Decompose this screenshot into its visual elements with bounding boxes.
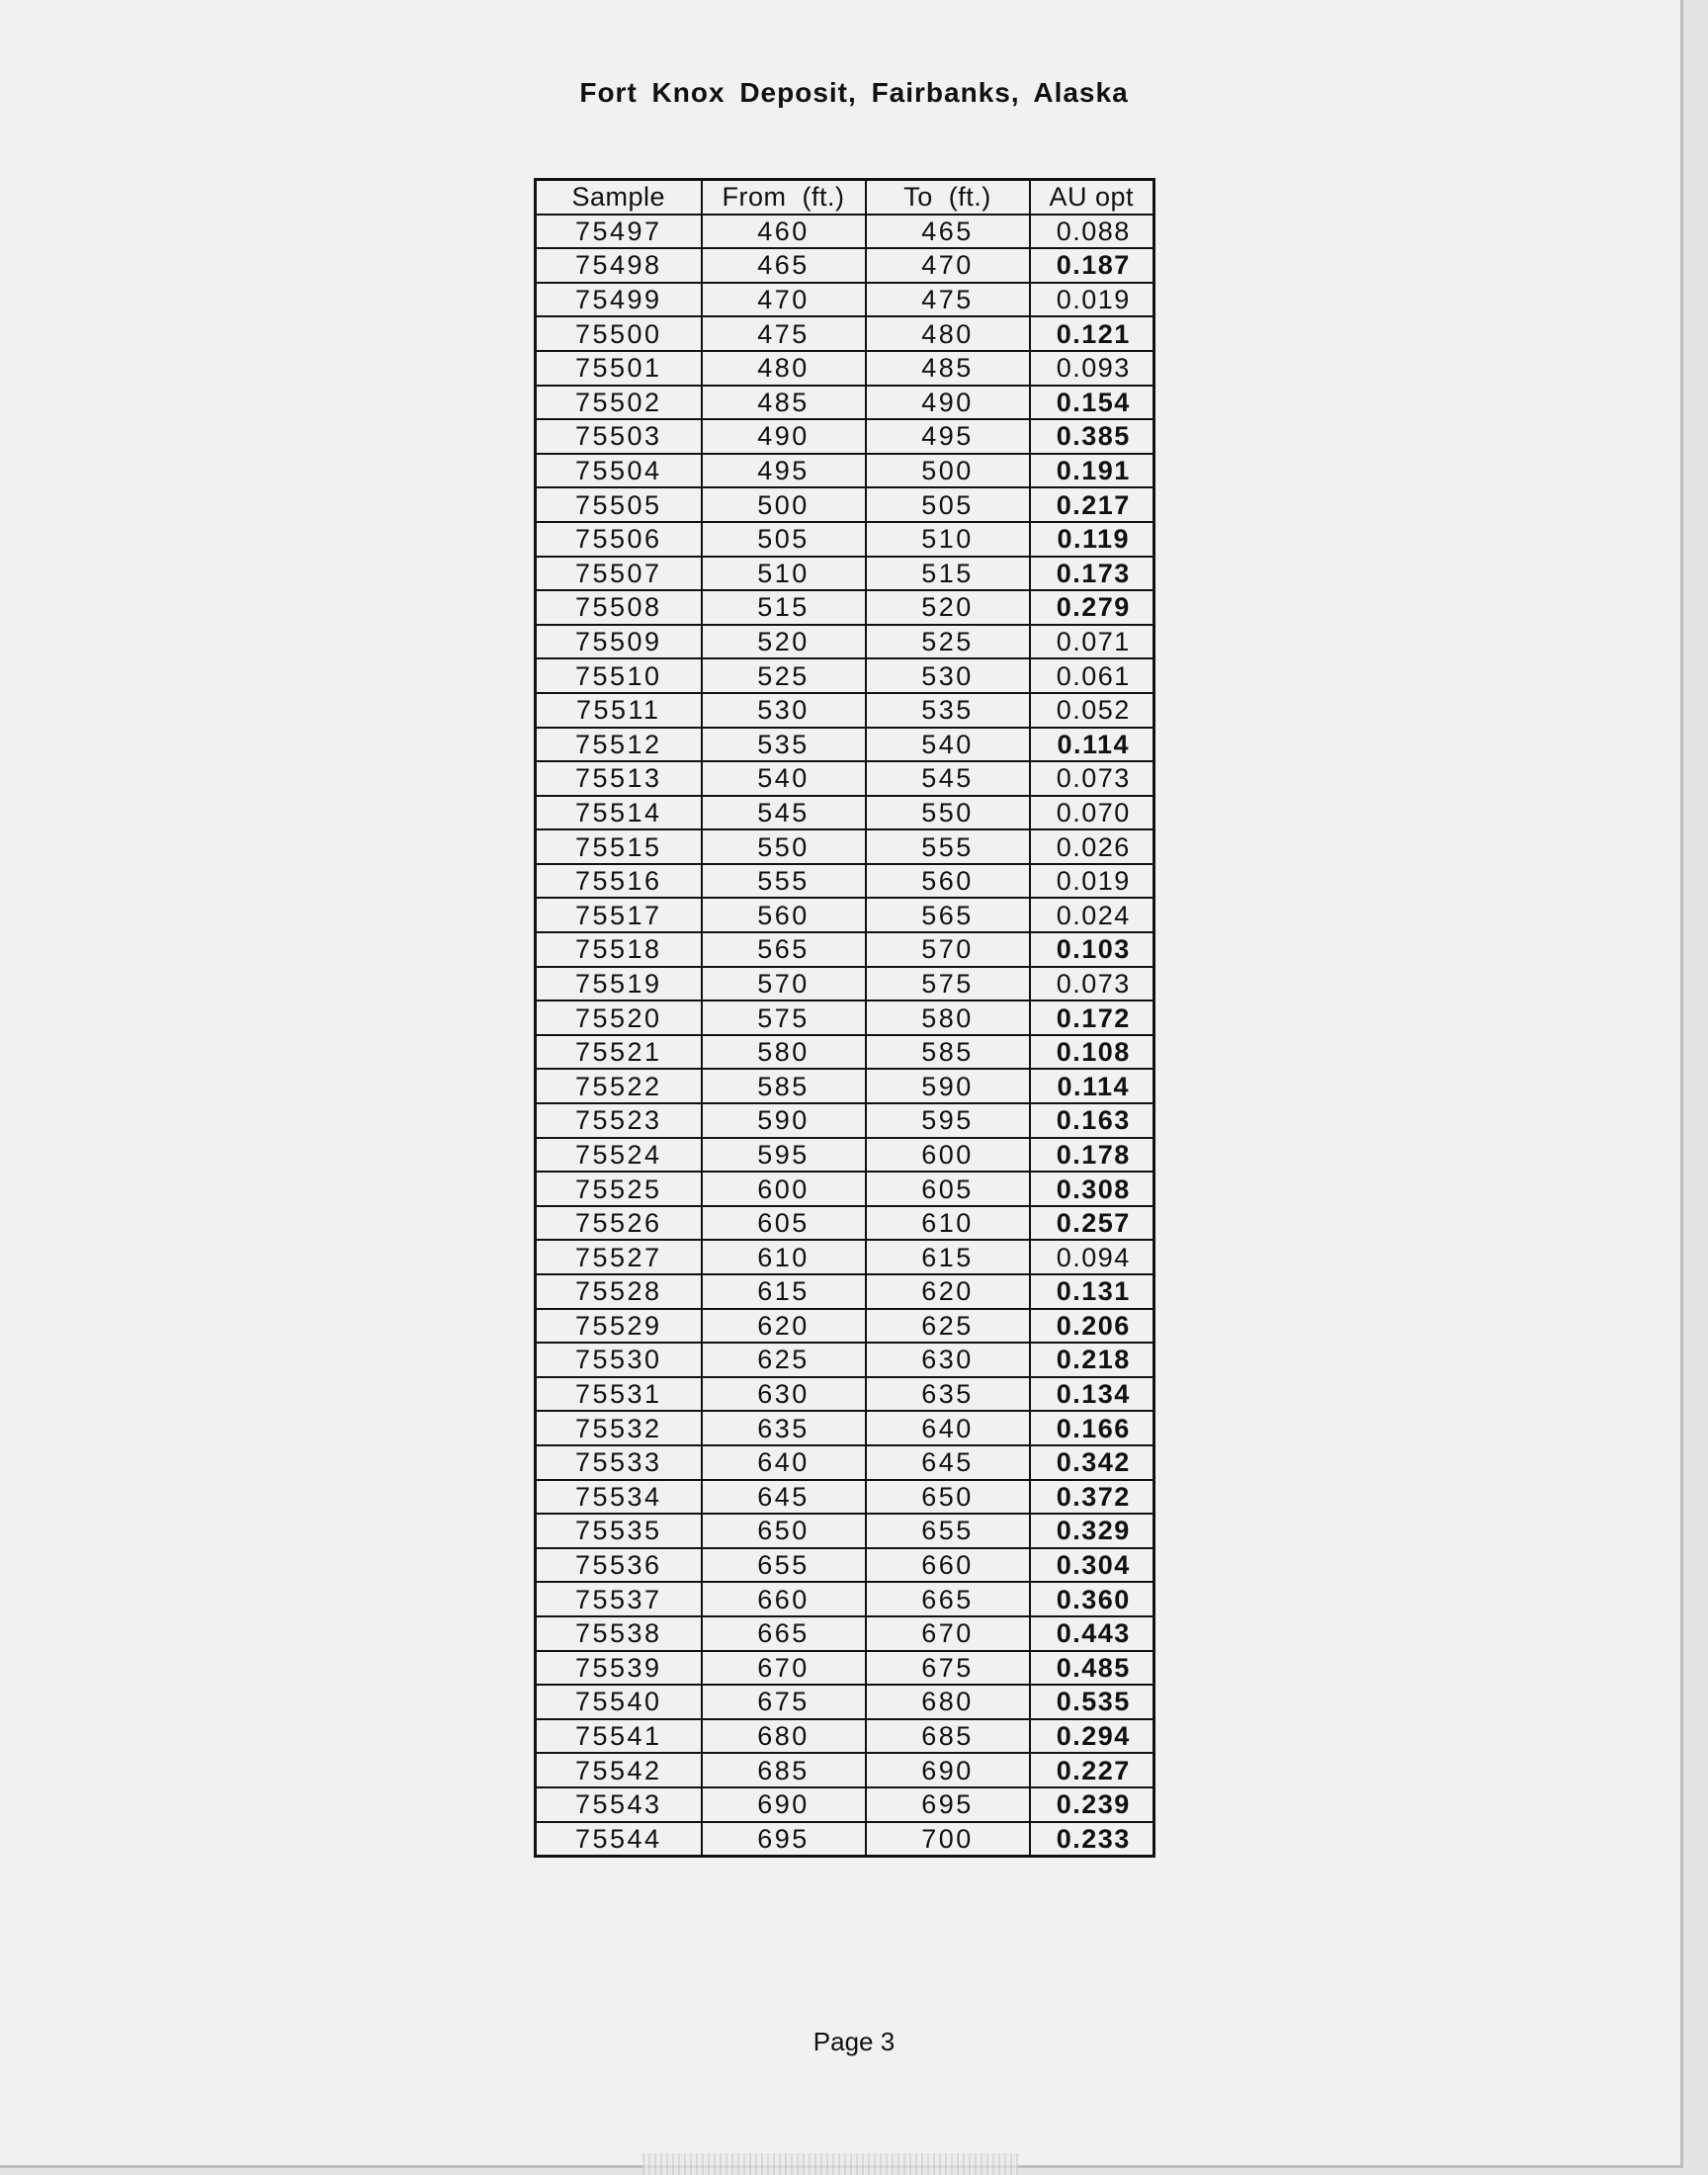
- from-cell: 515: [702, 590, 866, 625]
- from-cell: 595: [702, 1138, 866, 1173]
- au-cell: 0.166: [1030, 1411, 1154, 1445]
- header-to: To (ft.): [866, 180, 1030, 215]
- table-row: [536, 932, 1154, 967]
- sample-cell: 75510: [536, 658, 702, 693]
- au-cell: 0.172: [1030, 1000, 1154, 1035]
- table-row: [536, 1309, 1154, 1344]
- au-cell: 0.119: [1030, 522, 1154, 557]
- au-cell: 0.073: [1030, 967, 1154, 1001]
- au-cell: 0.218: [1030, 1343, 1154, 1377]
- from-cell: 530: [702, 693, 866, 728]
- to-cell: 680: [866, 1685, 1030, 1719]
- table-body: [536, 215, 1154, 1857]
- sample-cell: 75541: [536, 1719, 702, 1754]
- to-cell: 500: [866, 454, 1030, 488]
- table-row: [536, 1377, 1154, 1412]
- from-cell: 555: [702, 864, 866, 899]
- to-cell: 585: [866, 1035, 1030, 1070]
- to-cell: 535: [866, 693, 1030, 728]
- to-cell: 520: [866, 590, 1030, 625]
- from-cell: 460: [702, 215, 866, 249]
- sample-cell: 75518: [536, 932, 702, 967]
- au-cell: 0.114: [1030, 728, 1154, 762]
- from-cell: 510: [702, 557, 866, 591]
- sample-cell: 75512: [536, 728, 702, 762]
- to-cell: 480: [866, 316, 1030, 351]
- sample-cell: 75511: [536, 693, 702, 728]
- sample-cell: 75537: [536, 1582, 702, 1616]
- from-cell: 660: [702, 1582, 866, 1616]
- table-row: [536, 1548, 1154, 1583]
- to-cell: 685: [866, 1719, 1030, 1754]
- au-cell: 0.073: [1030, 761, 1154, 796]
- to-cell: 545: [866, 761, 1030, 796]
- from-cell: 620: [702, 1309, 866, 1344]
- from-cell: 665: [702, 1616, 866, 1651]
- to-cell: 695: [866, 1787, 1030, 1822]
- to-cell: 555: [866, 829, 1030, 864]
- sample-cell: 75497: [536, 215, 702, 249]
- sample-cell: 75504: [536, 454, 702, 488]
- sample-cell: 75540: [536, 1685, 702, 1719]
- from-cell: 630: [702, 1377, 866, 1412]
- table-row: [536, 1172, 1154, 1206]
- to-cell: 625: [866, 1309, 1030, 1344]
- to-cell: 700: [866, 1822, 1030, 1857]
- sample-cell: 75521: [536, 1035, 702, 1070]
- from-cell: 550: [702, 829, 866, 864]
- from-cell: 490: [702, 419, 866, 454]
- au-cell: 0.233: [1030, 1822, 1154, 1857]
- sample-cell: 75501: [536, 351, 702, 386]
- au-cell: 0.279: [1030, 590, 1154, 625]
- table-row: [536, 487, 1154, 522]
- from-cell: 560: [702, 898, 866, 932]
- sample-cell: 75502: [536, 386, 702, 420]
- to-cell: 505: [866, 487, 1030, 522]
- scan-artifact: [642, 2153, 1018, 2175]
- au-cell: 0.485: [1030, 1651, 1154, 1686]
- sample-cell: 75503: [536, 419, 702, 454]
- sample-cell: 75524: [536, 1138, 702, 1173]
- sample-cell: 75509: [536, 625, 702, 659]
- table-row: [536, 1651, 1154, 1686]
- au-cell: 0.187: [1030, 248, 1154, 283]
- to-cell: 675: [866, 1651, 1030, 1686]
- from-cell: 590: [702, 1103, 866, 1138]
- from-cell: 625: [702, 1343, 866, 1377]
- au-cell: 0.108: [1030, 1035, 1154, 1070]
- sample-cell: 75520: [536, 1000, 702, 1035]
- to-cell: 640: [866, 1411, 1030, 1445]
- au-cell: 0.239: [1030, 1787, 1154, 1822]
- sample-cell: 75530: [536, 1343, 702, 1377]
- sample-cell: 75531: [536, 1377, 702, 1412]
- table-row: [536, 557, 1154, 591]
- table-row: [536, 625, 1154, 659]
- table-row: [536, 796, 1154, 830]
- sample-cell: 75528: [536, 1274, 702, 1309]
- to-cell: 525: [866, 625, 1030, 659]
- sample-cell: 75506: [536, 522, 702, 557]
- table-row: [536, 967, 1154, 1001]
- table-row: [536, 1582, 1154, 1616]
- from-cell: 470: [702, 283, 866, 317]
- sample-cell: 75542: [536, 1753, 702, 1787]
- au-cell: 0.191: [1030, 454, 1154, 488]
- sample-cell: 75533: [536, 1445, 702, 1480]
- table-row: [536, 693, 1154, 728]
- sample-cell: 75532: [536, 1411, 702, 1445]
- au-cell: 0.342: [1030, 1445, 1154, 1480]
- au-cell: 0.121: [1030, 316, 1154, 351]
- from-cell: 475: [702, 316, 866, 351]
- sample-cell: 75514: [536, 796, 702, 830]
- sample-cell: 75527: [536, 1240, 702, 1274]
- sample-cell: 75508: [536, 590, 702, 625]
- au-cell: 0.329: [1030, 1514, 1154, 1548]
- from-cell: 695: [702, 1822, 866, 1857]
- to-cell: 655: [866, 1514, 1030, 1548]
- au-cell: 0.071: [1030, 625, 1154, 659]
- to-cell: 550: [866, 796, 1030, 830]
- sample-cell: 75526: [536, 1206, 702, 1241]
- from-cell: 540: [702, 761, 866, 796]
- au-cell: 0.206: [1030, 1309, 1154, 1344]
- table-row: [536, 829, 1154, 864]
- to-cell: 635: [866, 1377, 1030, 1412]
- from-cell: 465: [702, 248, 866, 283]
- to-cell: 595: [866, 1103, 1030, 1138]
- to-cell: 470: [866, 248, 1030, 283]
- to-cell: 660: [866, 1548, 1030, 1583]
- header-sample: Sample: [536, 180, 702, 215]
- table-row: [536, 419, 1154, 454]
- table-row: [536, 1206, 1154, 1241]
- sample-cell: 75544: [536, 1822, 702, 1857]
- sample-cell: 75500: [536, 316, 702, 351]
- to-cell: 645: [866, 1445, 1030, 1480]
- au-cell: 0.173: [1030, 557, 1154, 591]
- to-cell: 510: [866, 522, 1030, 557]
- from-cell: 650: [702, 1514, 866, 1548]
- from-cell: 545: [702, 796, 866, 830]
- from-cell: 525: [702, 658, 866, 693]
- table-row: [536, 658, 1154, 693]
- table-row: [536, 761, 1154, 796]
- table-row: [536, 1445, 1154, 1480]
- from-cell: 605: [702, 1206, 866, 1241]
- sample-cell: 75525: [536, 1172, 702, 1206]
- table-row: [536, 1616, 1154, 1651]
- au-cell: 0.052: [1030, 693, 1154, 728]
- to-cell: 605: [866, 1172, 1030, 1206]
- table-header-row: [536, 180, 1154, 215]
- header-from: From (ft.): [702, 180, 866, 215]
- au-cell: 0.257: [1030, 1206, 1154, 1241]
- to-cell: 515: [866, 557, 1030, 591]
- au-cell: 0.385: [1030, 419, 1154, 454]
- to-cell: 465: [866, 215, 1030, 249]
- from-cell: 645: [702, 1480, 866, 1515]
- sample-cell: 75534: [536, 1480, 702, 1515]
- to-cell: 670: [866, 1616, 1030, 1651]
- from-cell: 680: [702, 1719, 866, 1754]
- au-cell: 0.308: [1030, 1172, 1154, 1206]
- from-cell: 675: [702, 1685, 866, 1719]
- to-cell: 580: [866, 1000, 1030, 1035]
- au-cell: 0.131: [1030, 1274, 1154, 1309]
- from-cell: 685: [702, 1753, 866, 1787]
- from-cell: 570: [702, 967, 866, 1001]
- au-cell: 0.134: [1030, 1377, 1154, 1412]
- au-cell: 0.304: [1030, 1548, 1154, 1583]
- from-cell: 565: [702, 932, 866, 967]
- au-cell: 0.227: [1030, 1753, 1154, 1787]
- au-cell: 0.163: [1030, 1103, 1154, 1138]
- au-cell: 0.024: [1030, 898, 1154, 932]
- to-cell: 690: [866, 1753, 1030, 1787]
- page-number: Page 3: [812, 2027, 896, 2056]
- from-cell: 670: [702, 1651, 866, 1686]
- sample-cell: 75516: [536, 864, 702, 899]
- sample-cell: 75519: [536, 967, 702, 1001]
- table-row: [536, 1514, 1154, 1548]
- au-cell: 0.114: [1030, 1069, 1154, 1103]
- sample-cell: 75536: [536, 1548, 702, 1583]
- sample-cell: 75539: [536, 1651, 702, 1686]
- header-au: AU opt: [1030, 180, 1154, 215]
- from-cell: 480: [702, 351, 866, 386]
- from-cell: 500: [702, 487, 866, 522]
- table-row: [536, 728, 1154, 762]
- table-row: [536, 1719, 1154, 1754]
- table-row: [536, 1822, 1154, 1857]
- sample-cell: 75523: [536, 1103, 702, 1138]
- au-cell: 0.019: [1030, 864, 1154, 899]
- from-cell: 520: [702, 625, 866, 659]
- from-cell: 640: [702, 1445, 866, 1480]
- table-row: [536, 1240, 1154, 1274]
- to-cell: 590: [866, 1069, 1030, 1103]
- to-cell: 600: [866, 1138, 1030, 1173]
- to-cell: 630: [866, 1343, 1030, 1377]
- table-row: [536, 1103, 1154, 1138]
- au-cell: 0.019: [1030, 283, 1154, 317]
- table-row: [536, 1343, 1154, 1377]
- au-cell: 0.294: [1030, 1719, 1154, 1754]
- table-row: [536, 316, 1154, 351]
- table-row: [536, 283, 1154, 317]
- from-cell: 635: [702, 1411, 866, 1445]
- au-cell: 0.178: [1030, 1138, 1154, 1173]
- to-cell: 570: [866, 932, 1030, 967]
- from-cell: 610: [702, 1240, 866, 1274]
- au-cell: 0.061: [1030, 658, 1154, 693]
- sample-cell: 75529: [536, 1309, 702, 1344]
- sample-cell: 75498: [536, 248, 702, 283]
- table-row: [536, 351, 1154, 386]
- au-cell: 0.535: [1030, 1685, 1154, 1719]
- from-cell: 535: [702, 728, 866, 762]
- sample-cell: 75513: [536, 761, 702, 796]
- from-cell: 655: [702, 1548, 866, 1583]
- from-cell: 575: [702, 1000, 866, 1035]
- to-cell: 615: [866, 1240, 1030, 1274]
- table-row: [536, 1000, 1154, 1035]
- au-cell: 0.103: [1030, 932, 1154, 967]
- au-cell: 0.154: [1030, 386, 1154, 420]
- sample-cell: 75515: [536, 829, 702, 864]
- au-cell: 0.070: [1030, 796, 1154, 830]
- sample-cell: 75535: [536, 1514, 702, 1548]
- to-cell: 650: [866, 1480, 1030, 1515]
- from-cell: 600: [702, 1172, 866, 1206]
- table-row: [536, 864, 1154, 899]
- to-cell: 485: [866, 351, 1030, 386]
- table-row: [536, 1480, 1154, 1515]
- from-cell: 585: [702, 1069, 866, 1103]
- au-cell: 0.372: [1030, 1480, 1154, 1515]
- to-cell: 610: [866, 1206, 1030, 1241]
- from-cell: 690: [702, 1787, 866, 1822]
- to-cell: 475: [866, 283, 1030, 317]
- from-cell: 495: [702, 454, 866, 488]
- au-cell: 0.360: [1030, 1582, 1154, 1616]
- table-row: [536, 522, 1154, 557]
- from-cell: 485: [702, 386, 866, 420]
- sample-cell: 75499: [536, 283, 702, 317]
- to-cell: 540: [866, 728, 1030, 762]
- to-cell: 620: [866, 1274, 1030, 1309]
- table-row: [536, 1069, 1154, 1103]
- table-row: [536, 1753, 1154, 1787]
- table-row: [536, 1138, 1154, 1173]
- sample-cell: 75522: [536, 1069, 702, 1103]
- document-title: Fort Knox Deposit, Fairbanks, Alaska: [579, 77, 1129, 108]
- from-cell: 615: [702, 1274, 866, 1309]
- table-row: [536, 248, 1154, 283]
- table-row: [536, 454, 1154, 488]
- to-cell: 560: [866, 864, 1030, 899]
- to-cell: 490: [866, 386, 1030, 420]
- au-cell: 0.443: [1030, 1616, 1154, 1651]
- table-row: [536, 1274, 1154, 1309]
- table-row: [536, 215, 1154, 249]
- sample-cell: 75505: [536, 487, 702, 522]
- to-cell: 530: [866, 658, 1030, 693]
- table-row: [536, 898, 1154, 932]
- sample-cell: 75538: [536, 1616, 702, 1651]
- table-row: [536, 1035, 1154, 1070]
- table-row: [536, 1787, 1154, 1822]
- to-cell: 565: [866, 898, 1030, 932]
- table-row: [536, 1685, 1154, 1719]
- au-cell: 0.093: [1030, 351, 1154, 386]
- sample-cell: 75507: [536, 557, 702, 591]
- to-cell: 495: [866, 419, 1030, 454]
- from-cell: 505: [702, 522, 866, 557]
- table-row: [536, 1411, 1154, 1445]
- assay-table: [534, 178, 1155, 1858]
- table-row: [536, 590, 1154, 625]
- sample-cell: 75543: [536, 1787, 702, 1822]
- to-cell: 575: [866, 967, 1030, 1001]
- from-cell: 580: [702, 1035, 866, 1070]
- sample-cell: 75517: [536, 898, 702, 932]
- table-row: [536, 386, 1154, 420]
- au-cell: 0.094: [1030, 1240, 1154, 1274]
- to-cell: 665: [866, 1582, 1030, 1616]
- au-cell: 0.217: [1030, 487, 1154, 522]
- au-cell: 0.026: [1030, 829, 1154, 864]
- au-cell: 0.088: [1030, 215, 1154, 249]
